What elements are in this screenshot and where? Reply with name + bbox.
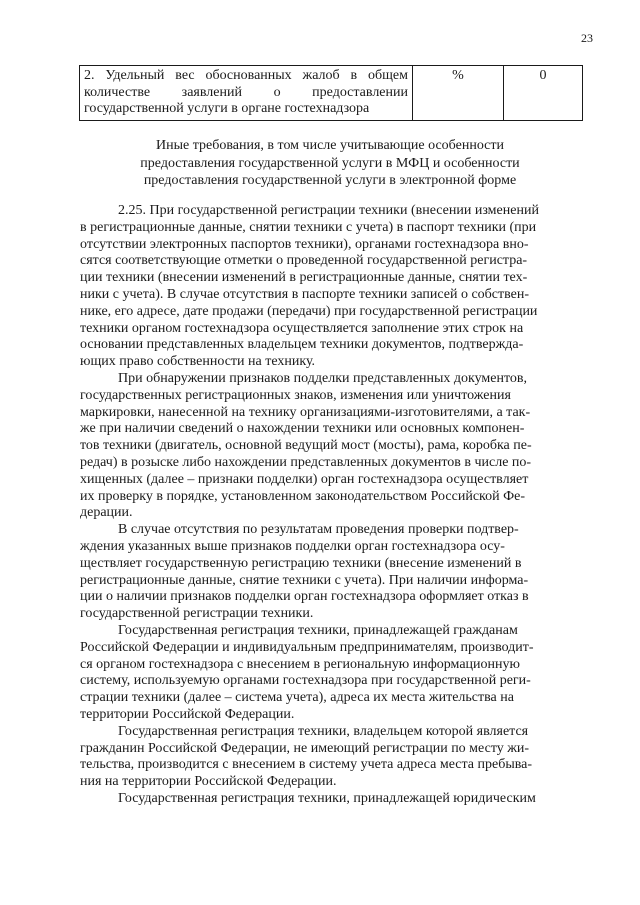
text-line: техники органом гостехнадзора осуществляется заполнение этих строк на — [80, 320, 524, 336]
indicator-name-cell: 2. Удельный вес обоснованных жалоб в общем количестве заявлений о предоставлении государственной услуги в органе гостехнадзора — [80, 66, 413, 121]
text-line: страции техники (далее – система учета), адреса их места жительства на — [80, 690, 514, 706]
text-line: В случае отсутствия по результатам проведения проверки подтвер- — [118, 522, 519, 538]
text-line: Государственная регистрация техники, владельцем которой является — [118, 723, 529, 739]
text-line: в регистрационные данные, снятии техники с учета) в паспорт техники (при — [80, 219, 537, 235]
text-line: ния на территории Российской Федерации. — [80, 774, 337, 790]
text-line: гражданин Российской Федерации, не имеющий регистрации по месту жи- — [80, 740, 530, 756]
body-text — [80, 203, 582, 808]
text-line: маркировки, нанесенной на технику организациями-изготовителями, а так- — [80, 404, 531, 420]
text-line: территории Российской Федерации. — [80, 706, 295, 722]
text-line: ции о наличии признаков подделки орган гостехнадзора оформляет отказ в — [80, 589, 529, 605]
indicator-value-cell: 0 — [504, 66, 583, 121]
paragraph — [80, 203, 582, 371]
text-line: систему, используемую органами гостехнадзора при государственной реги- — [80, 673, 531, 689]
text-line: тельства, производится с внесением в систему учета адреса места пребыва- — [80, 757, 533, 773]
page-number: 23 — [581, 31, 593, 45]
text-line: ждения указанных выше признаков подделки орган гостехнадзора осу- — [80, 538, 505, 554]
paragraph — [80, 522, 582, 623]
heading-line: Иные требования, в том числе учитывающие особенности — [155, 138, 504, 153]
text-line: Государственная регистрация техники, принадлежащей юридическим — [118, 790, 536, 806]
text-line: государственной регистрации техники. — [80, 606, 314, 622]
text-line: основании представленных владельцем техники документов, подтвержда- — [80, 337, 524, 353]
text-line: ся органом гостехнадзора с внесением в региональную информационную — [80, 656, 520, 672]
text-line: При обнаружении признаков подделки представленных документов, — [118, 370, 528, 386]
text-line: государственных регистрационных знаков, изменения или уничтожения — [80, 387, 511, 403]
heading-line: предоставления государственной услуги в МФЦ и особенности — [140, 155, 520, 171]
paragraph — [80, 371, 582, 522]
text-line: регистрационные данные, снятие техники с учета). При наличии информа- — [80, 572, 529, 588]
text-line: 2.25. При государственной регистрации техники (внесении изменений — [118, 203, 539, 218]
text-line: ществляет государственную регистрацию техники (внесение изменений в — [80, 555, 522, 571]
indicator-unit-cell: % — [413, 66, 504, 121]
text-line: тов техники (двигатель, основной ведущий мост (мосты), рама, коробка пе- — [80, 438, 532, 454]
text-line: дерации. — [80, 505, 133, 521]
text-line: хищенных (далее – признаки подделки) орган гостехнадзора осуществляет — [80, 471, 529, 487]
text-line: ции техники (внесении изменений в регистрационные данные, снятии тех- — [80, 270, 528, 286]
text-line: сятся соответствующие отметки о проведенной государственной регистра- — [80, 253, 528, 269]
paragraph — [80, 791, 582, 808]
text-line: нике, его адресе, дате продажи (передачи) при государственной регистрации — [80, 303, 538, 319]
text-line: ющих право собственности на технику. — [80, 354, 316, 370]
paragraph — [80, 623, 582, 724]
section-heading — [80, 137, 580, 190]
table-row — [80, 66, 583, 121]
heading-line: предоставления государственной услуги в электронной форме — [143, 173, 517, 188]
text-line: редач) в розыске либо нахождении представленных документов в числе по- — [80, 454, 532, 470]
indicator-table — [79, 65, 583, 121]
text-line: ники с учета). В случае отсутствия в паспорте техники записей о собствен- — [80, 286, 530, 302]
text-line: Государственная регистрация техники, принадлежащей гражданам — [118, 622, 518, 638]
paragraph — [80, 724, 582, 791]
text-line: же при наличии сведений о нахождении техники или основных компонен- — [80, 421, 525, 437]
text-line: Российской Федерации и индивидуальным предпринимателям, производит- — [80, 639, 534, 655]
text-line: отсутствии электронных паспортов техники), органами гостехнадзора вно- — [80, 236, 529, 252]
text-line: их проверку в порядке, установленном законодательством Российской Фе- — [80, 488, 526, 504]
